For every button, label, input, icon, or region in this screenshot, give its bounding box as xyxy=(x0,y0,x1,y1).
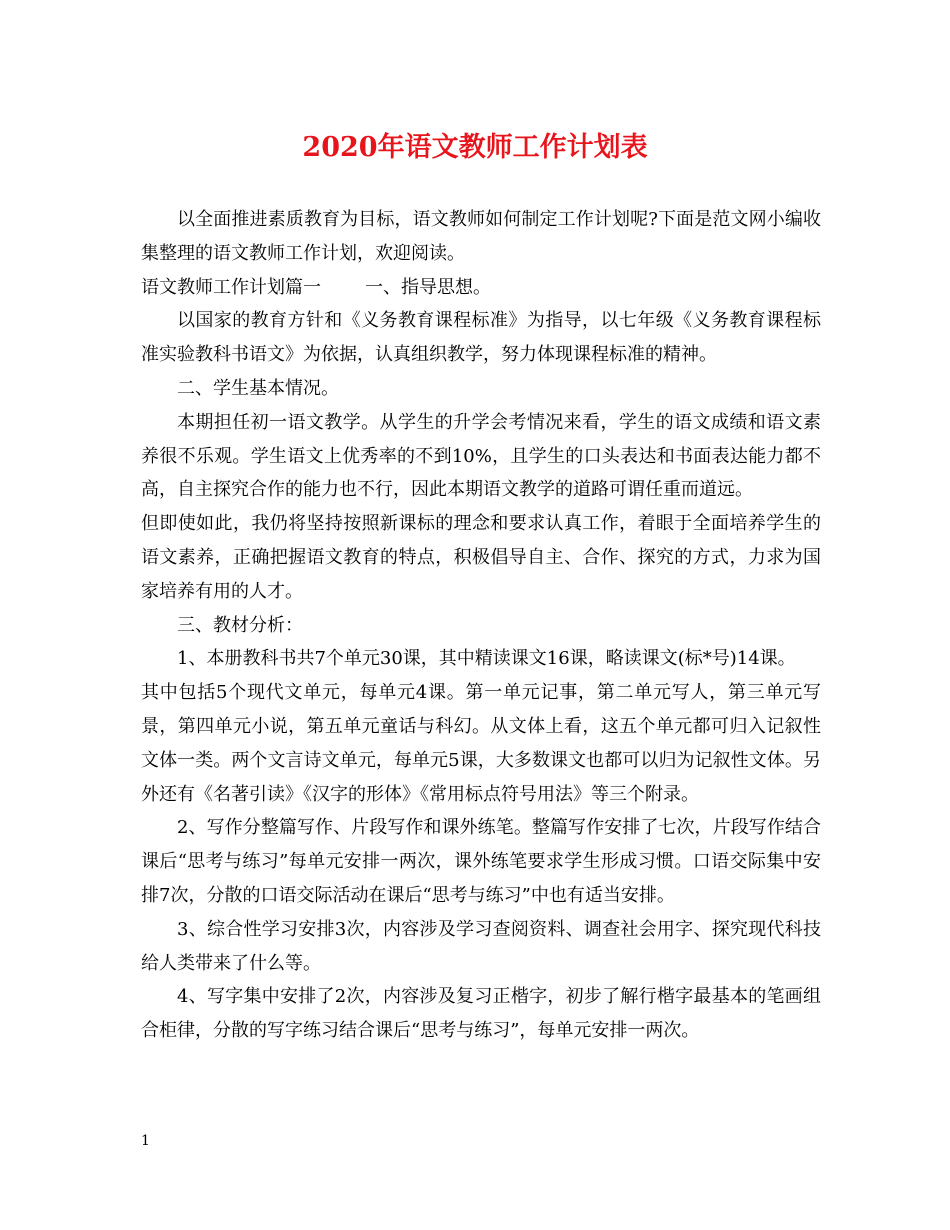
textbook-point-4: 4、写字集中安排了2次，内容涉及复习正楷字，初步了解行楷字最基本的笔画组合柜律，分散的写字练习结合课后“思考与练习”，每单元安排一两次。 xyxy=(141,986,821,1042)
textbook-analysis-heading: 三、教材分析： xyxy=(177,614,303,636)
commitment-paragraph: 但即使如此，我仍将坚持按照新课标的理念和要求认真工作，着眼于全面培养学生的语文素养，正确把握语文教育的特点，积极倡导自主、合作、探究的方式，力求为国家培养有用的人才。 xyxy=(141,513,821,602)
section-heading-line xyxy=(141,271,821,305)
page-title: 2020年语文教师工作计划表 xyxy=(302,132,648,163)
textbook-point-2: 2、写作分整篇写作、片段写作和课外练笔。整篇写作安排了七次，片段写作结合课后“思考与练习”每单元安排一两次，课外练笔要求学生形成习惯。口语交际集中安排7次，分散的口语交际活动在课后“思考与练习”中也有适当安排。 xyxy=(141,817,821,906)
subsection-title: 一、指导思想。 xyxy=(365,276,491,298)
textbook-point-1: 1、本册教科书共7个单元30课，其中精读课文16课，略读课文(标*号)14课。 xyxy=(177,648,796,670)
student-situation-paragraph: 本期担任初一语文教学。从学生的升学会考情况来看，学生的语文成绩和语文素养很不乐观。学生语文上优秀率的不到10%，且学生的口头表达和书面表达能力都不高，自主探究合作的能力也不行，因此本期语文教学的道路可谓任重而道远。 xyxy=(141,411,821,501)
page-number: 1 xyxy=(141,1133,150,1149)
textbook-units-paragraph: 其中包括5个现代文单元，每单元4课。第一单元记事，第二单元写人，第三单元写景，第四单元小说，第五单元童话与科幻。从文体上看，这五个单元都可归入记叙性文体一类。两个文言诗文单元，每单元5课，大多数课文也都可以归为记叙性文体。另外还有《名著引读》《汉字的形体》《常用标点符号用法》等三个附录。 xyxy=(141,682,821,805)
intro-paragraph: 以全面推进素质教育为目标，语文教师如何制定工作计划呢?下面是范文网小编收集整理的语文教师工作计划，欢迎阅读。 xyxy=(141,209,821,264)
guiding-thought-paragraph: 以国家的教育方针和《义务教育课程标准》为指导，以七年级《义务教育课程标准实验教科书语文》为依据，认真组织教学，努力体现课程标准的精神。 xyxy=(141,310,821,366)
document-body xyxy=(141,203,821,1048)
student-situation-heading: 二、学生基本情况。 xyxy=(177,377,339,399)
textbook-point-3: 3、综合性学习安排3次，内容涉及学习查阅资料、调查社会用字、探究现代科技给人类带来了什么等。 xyxy=(141,918,821,974)
section-title: 语文教师工作计划篇一 xyxy=(141,276,321,298)
